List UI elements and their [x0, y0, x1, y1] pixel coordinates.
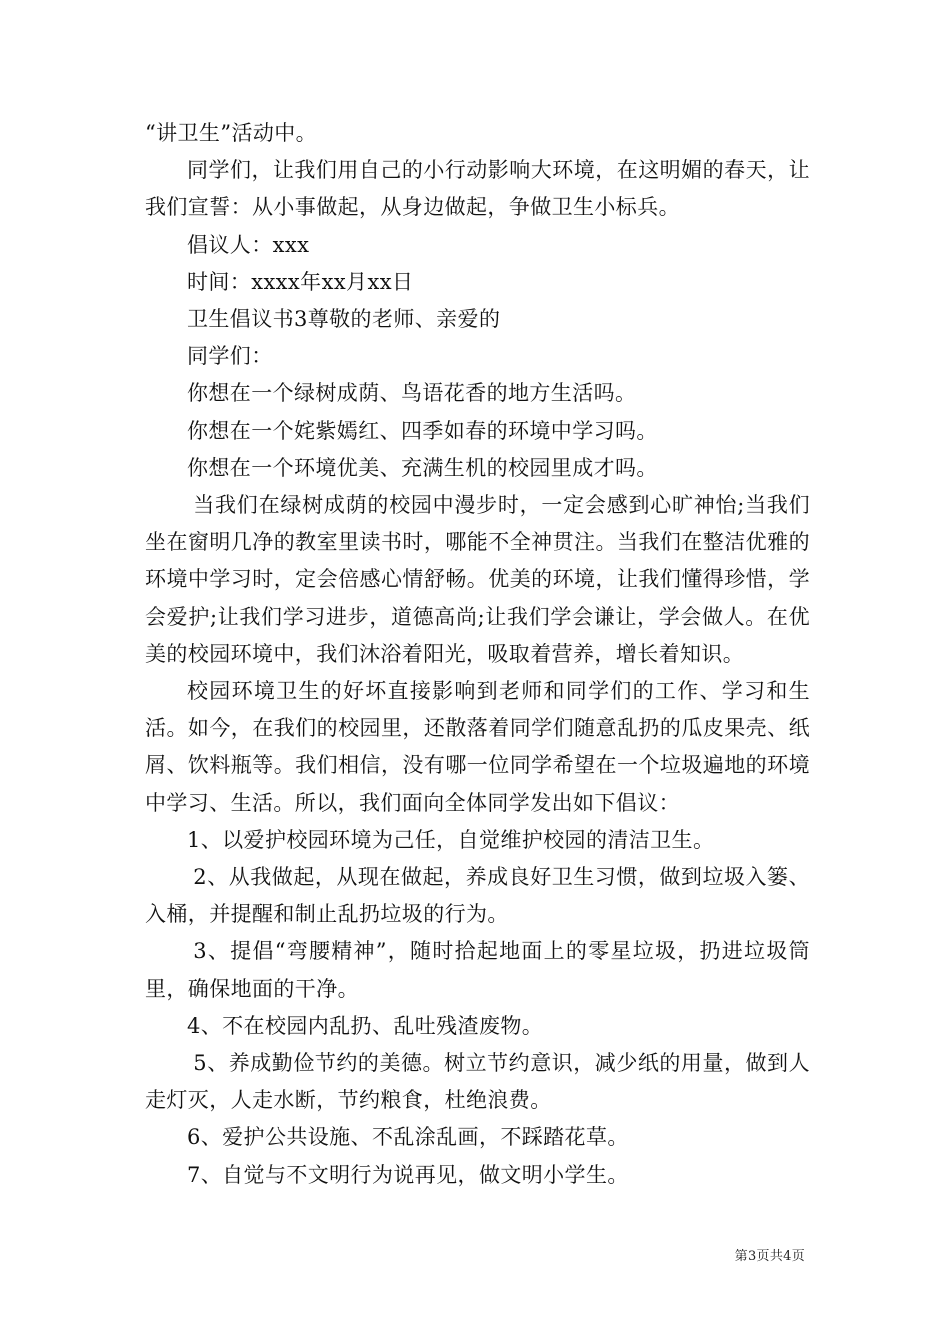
list-item-3: 3、提倡“弯腰精神”，随时拾起地面上的零星垃圾，扔进垃圾筒里，确保地面的干净。 — [145, 939, 810, 1001]
paragraph-pledge: 同学们，让我们用自己的小行动影响大环境，在这明媚的春天，让我们宣誓：从小事做起，从身边做起，争做卫生小标兵。 — [145, 158, 810, 220]
paragraph-date: 时间：xxxx年xx月xx日 — [187, 269, 414, 294]
paragraph-proposer: 倡议人：xxx — [187, 232, 310, 257]
paragraph-hygiene: 校园环境卫生的好坏直接影响到老师和同学们的工作、学习和生活。如今，在我们的校园里，还散落着同学们随意乱扔的瓜皮果壳、纸屑、饮料瓶等。我们相信，没有哪一位同学希望在一个垃圾遍地的环境中学习、生活。所以，我们面向全体同学发出如下倡议： — [145, 679, 810, 815]
list-item-2: 2、从我做起，从现在做起，养成良好卫生习惯，做到垃圾入篓、入桶，并提醒和制止乱扔垃圾的行为。 — [145, 865, 810, 927]
paragraph-question-2: 你想在一个姹紫嫣红、四季如春的环境中学习吗。 — [187, 418, 658, 443]
document-body — [145, 115, 810, 1194]
list-item-7: 7、自觉与不文明行为说再见，做文明小学生。 — [187, 1162, 629, 1187]
paragraph-salutation: 同学们： — [187, 344, 273, 369]
paragraph-environment: 当我们在绿树成荫的校园中漫步时，一定会感到心旷神怡;当我们坐在窗明几净的教室里读书时，哪能不全神贯注。当我们在整洁优雅的环境中学习时，定会倍感心情舒畅。优美的环境，让我们懂得珍惜，学会爱护;让我们学习进步，道德高尚;让我们学会谦让，学会做人。在优美的校园环境中，我们沐浴着阳光，吸取着营养，增长着知识。 — [145, 493, 810, 666]
list-item-4: 4、不在校园内乱扔、乱吐残渣废物。 — [187, 1013, 544, 1038]
paragraph-continuation: “讲卫生”活动中。 — [145, 121, 318, 145]
paragraph-title-3: 卫生倡议书3尊敬的老师、亲爱的 — [187, 307, 501, 332]
list-item-1: 1、以爱护校园环境为己任，自觉维护校园的清洁卫生。 — [187, 827, 715, 852]
paragraph-question-1: 你想在一个绿树成荫、鸟语花香的地方生活吗。 — [187, 381, 637, 406]
list-item-5: 5、养成勤俭节约的美德。树立节约意识，减少纸的用量，做到人走灯灭，人走水断，节约粮食，杜绝浪费。 — [145, 1051, 810, 1113]
paragraph-question-3: 你想在一个环境优美、充满生机的校园里成才吗。 — [187, 455, 658, 480]
page-number: 第3页共4页 — [734, 1249, 805, 1264]
list-item-6: 6、爱护公共设施、不乱涂乱画，不踩踏花草。 — [187, 1125, 629, 1150]
